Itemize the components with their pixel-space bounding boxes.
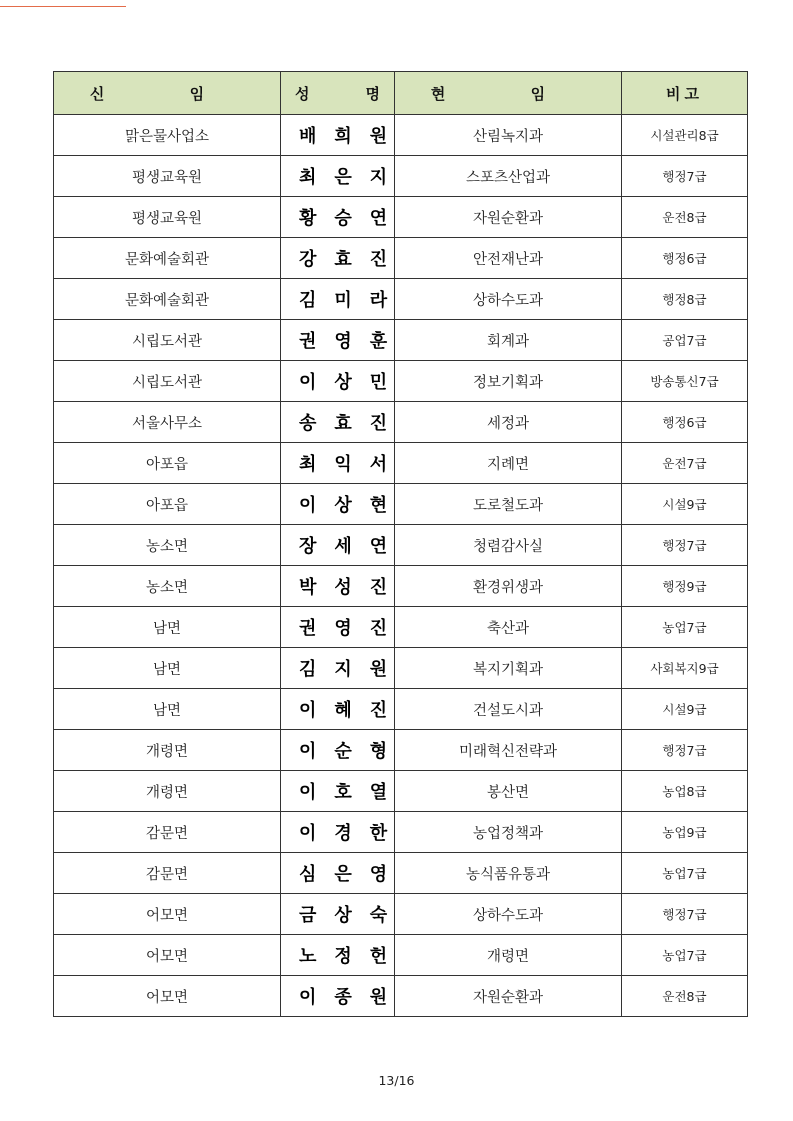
cell-note: 공업7급	[622, 320, 748, 361]
table-row	[54, 771, 748, 812]
cell-current-post: 회계과	[395, 320, 622, 361]
cell-note: 운전7급	[622, 443, 748, 484]
cell-new-post: 평생교육원	[54, 156, 281, 197]
table-row	[54, 443, 748, 484]
cell-current-post: 상하수도과	[395, 894, 622, 935]
cell-note: 농업9급	[622, 812, 748, 853]
cell-note: 행정7급	[622, 525, 748, 566]
cell-note: 시설9급	[622, 484, 748, 525]
table-row	[54, 156, 748, 197]
cell-note: 운전8급	[622, 976, 748, 1017]
cell-new-post: 개령면	[54, 771, 281, 812]
table-row	[54, 976, 748, 1017]
cell-new-post: 아포읍	[54, 443, 281, 484]
cell-new-post: 어모면	[54, 894, 281, 935]
cell-current-post: 안전재난과	[395, 238, 622, 279]
cell-name: 심은영	[281, 853, 395, 894]
table-row	[54, 607, 748, 648]
cell-name: 배희원	[281, 115, 395, 156]
table-row	[54, 730, 748, 771]
cell-current-post: 환경위생과	[395, 566, 622, 607]
cell-name: 황승연	[281, 197, 395, 238]
cell-current-post: 건설도시과	[395, 689, 622, 730]
header-accent-line	[0, 6, 126, 7]
cell-name: 이상현	[281, 484, 395, 525]
cell-note: 행정8급	[622, 279, 748, 320]
cell-name: 권영진	[281, 607, 395, 648]
cell-new-post: 평생교육원	[54, 197, 281, 238]
cell-current-post: 정보기획과	[395, 361, 622, 402]
cell-name: 송효진	[281, 402, 395, 443]
cell-name: 최익서	[281, 443, 395, 484]
cell-note: 행정7급	[622, 730, 748, 771]
cell-new-post: 어모면	[54, 935, 281, 976]
table-row	[54, 115, 748, 156]
cell-name: 박성진	[281, 566, 395, 607]
cell-note: 농업7급	[622, 853, 748, 894]
cell-name: 노정헌	[281, 935, 395, 976]
cell-new-post: 서울사무소	[54, 402, 281, 443]
cell-note: 행정6급	[622, 238, 748, 279]
cell-new-post: 남면	[54, 689, 281, 730]
cell-name: 김지원	[281, 648, 395, 689]
cell-current-post: 상하수도과	[395, 279, 622, 320]
cell-current-post: 자원순환과	[395, 976, 622, 1017]
table-row	[54, 566, 748, 607]
cell-note: 사회복지9급	[622, 648, 748, 689]
cell-note: 행정6급	[622, 402, 748, 443]
cell-current-post: 지례면	[395, 443, 622, 484]
cell-current-post: 스포츠산업과	[395, 156, 622, 197]
cell-name: 이상민	[281, 361, 395, 402]
cell-name: 금상숙	[281, 894, 395, 935]
cell-current-post: 산림녹지과	[395, 115, 622, 156]
cell-current-post: 도로철도과	[395, 484, 622, 525]
header-name-left: 성	[295, 84, 310, 103]
cell-new-post: 남면	[54, 607, 281, 648]
cell-new-post: 남면	[54, 648, 281, 689]
table-row	[54, 853, 748, 894]
table-header-row	[54, 72, 748, 115]
cell-name: 장세연	[281, 525, 395, 566]
cell-current-post: 개령면	[395, 935, 622, 976]
cell-name: 이혜진	[281, 689, 395, 730]
table-row	[54, 279, 748, 320]
cell-current-post: 축산과	[395, 607, 622, 648]
cell-note: 행정7급	[622, 156, 748, 197]
cell-current-post: 농업정책과	[395, 812, 622, 853]
cell-new-post: 농소면	[54, 525, 281, 566]
header-note: 비고	[622, 72, 748, 115]
cell-note: 행정9급	[622, 566, 748, 607]
cell-name: 이호열	[281, 771, 395, 812]
cell-current-post: 미래혁신전략과	[395, 730, 622, 771]
table-row	[54, 935, 748, 976]
cell-current-post: 봉산면	[395, 771, 622, 812]
cell-new-post: 감문면	[54, 853, 281, 894]
cell-note: 시설관리8급	[622, 115, 748, 156]
cell-new-post: 농소면	[54, 566, 281, 607]
cell-new-post: 개령면	[54, 730, 281, 771]
table-row	[54, 525, 748, 566]
cell-current-post: 세정과	[395, 402, 622, 443]
cell-name: 이순형	[281, 730, 395, 771]
table-row	[54, 812, 748, 853]
table-row	[54, 689, 748, 730]
cell-note: 시설9급	[622, 689, 748, 730]
cell-new-post: 문화예술회관	[54, 279, 281, 320]
header-new-post: 신 임	[54, 72, 281, 115]
cell-new-post: 문화예술회관	[54, 238, 281, 279]
cell-new-post: 시립도서관	[54, 320, 281, 361]
table-row	[54, 320, 748, 361]
cell-current-post: 자원순환과	[395, 197, 622, 238]
cell-name: 권영훈	[281, 320, 395, 361]
header-name-right: 명	[365, 84, 380, 103]
cell-note: 농업8급	[622, 771, 748, 812]
cell-name: 이경한	[281, 812, 395, 853]
table-row	[54, 402, 748, 443]
cell-name: 최은지	[281, 156, 395, 197]
cell-name: 강효진	[281, 238, 395, 279]
cell-note: 운전8급	[622, 197, 748, 238]
table-row	[54, 197, 748, 238]
cell-current-post: 복지기획과	[395, 648, 622, 689]
cell-new-post: 감문면	[54, 812, 281, 853]
table-row	[54, 361, 748, 402]
cell-current-post: 청렴감사실	[395, 525, 622, 566]
table-row	[54, 238, 748, 279]
cell-new-post: 아포읍	[54, 484, 281, 525]
header-name	[281, 72, 395, 115]
header-current-post: 현 임	[395, 72, 622, 115]
cell-note: 방송통신7급	[622, 361, 748, 402]
cell-new-post: 맑은물사업소	[54, 115, 281, 156]
table-row	[54, 894, 748, 935]
personnel-table	[53, 71, 748, 1017]
cell-name: 김미라	[281, 279, 395, 320]
cell-note: 농업7급	[622, 607, 748, 648]
cell-name: 이종원	[281, 976, 395, 1017]
table-row	[54, 648, 748, 689]
table-row	[54, 484, 748, 525]
page-number: 13/16	[378, 1073, 415, 1088]
cell-note: 행정7급	[622, 894, 748, 935]
cell-new-post: 시립도서관	[54, 361, 281, 402]
cell-note: 농업7급	[622, 935, 748, 976]
cell-current-post: 농식품유통과	[395, 853, 622, 894]
cell-new-post: 어모면	[54, 976, 281, 1017]
table-body	[54, 115, 748, 1017]
